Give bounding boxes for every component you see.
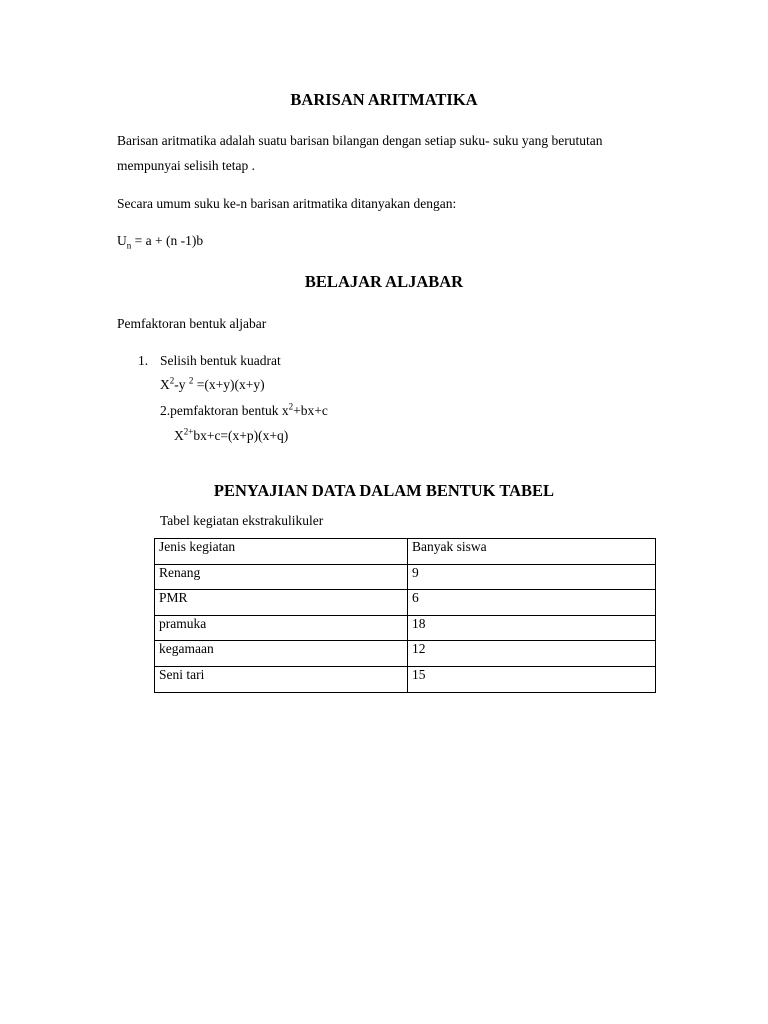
section-title-penyajian-data: PENYAJIAN DATA DALAM BENTUK TABEL	[213, 481, 555, 500]
section-title-barisan-aritmatika: BARISAN ARITMATIKA	[290, 90, 478, 109]
definition-line-1: Barisan aritmatika adalah suatu barisan bilangan dengan setiap suku- suku yang berututan	[117, 133, 603, 148]
table-header-cell: Banyak siswa	[408, 539, 656, 565]
formula-exponent: 2	[169, 375, 175, 386]
table-cell-count: 15	[408, 666, 656, 692]
table-cell-activity: pramuka	[155, 615, 408, 641]
table-row	[155, 666, 656, 692]
formula-exponent: 2	[188, 375, 194, 386]
activity-table	[154, 538, 656, 693]
formula-part: X	[160, 377, 170, 392]
table-cell-activity: PMR	[155, 590, 408, 616]
table-cell-count: 9	[408, 564, 656, 590]
general-term-formula	[117, 233, 203, 249]
table-cell-activity: Renang	[155, 564, 408, 590]
formula-part: =(x+y)(x+y)	[193, 377, 265, 392]
table-header-cell: Jenis kegiatan	[155, 539, 408, 565]
table-caption: Tabel kegiatan ekstrakulikuler	[160, 513, 324, 528]
table-cell-count: 6	[408, 590, 656, 616]
formula-subscript-n: n	[126, 240, 132, 251]
table-row	[155, 615, 656, 641]
table-cell-activity: Seni tari	[155, 666, 408, 692]
table-row	[155, 564, 656, 590]
table-header-row	[155, 539, 656, 565]
section-title-belajar-aljabar: BELAJAR ALJABAR	[304, 272, 464, 291]
general-term-intro: Secara umum suku ke-n barisan aritmatika ditanyakan dengan:	[117, 196, 457, 211]
table-row	[155, 590, 656, 616]
formula-part: +bx+c	[293, 403, 328, 418]
trinomial-factoring-formula	[174, 428, 288, 444]
formula-part: -y	[174, 377, 189, 392]
formula-u: U	[117, 233, 127, 248]
table-cell-count: 18	[408, 615, 656, 641]
table-row	[155, 641, 656, 667]
table-cell-activity: kegamaan	[155, 641, 408, 667]
formula-rest: = a + (n -1)b	[131, 233, 204, 248]
formula-part: 2.pemfaktoran bentuk x	[160, 403, 289, 418]
table-cell-count: 12	[408, 641, 656, 667]
formula-exponent: 2+	[183, 426, 194, 437]
formula-part: bx+c=(x+p)(x+q)	[193, 428, 289, 443]
list-item-number-1: 1.	[138, 353, 149, 368]
list-item-label-1: Selisih bentuk kuadrat	[160, 353, 281, 368]
formula-part: X	[174, 428, 184, 443]
difference-of-squares-formula	[160, 377, 265, 393]
factoring-intro: Pemfaktoran bentuk aljabar	[117, 316, 267, 331]
list-item-label-2	[160, 403, 328, 419]
definition-line-2: mempunyai selisih tetap .	[117, 158, 255, 173]
formula-exponent: 2	[288, 401, 294, 412]
